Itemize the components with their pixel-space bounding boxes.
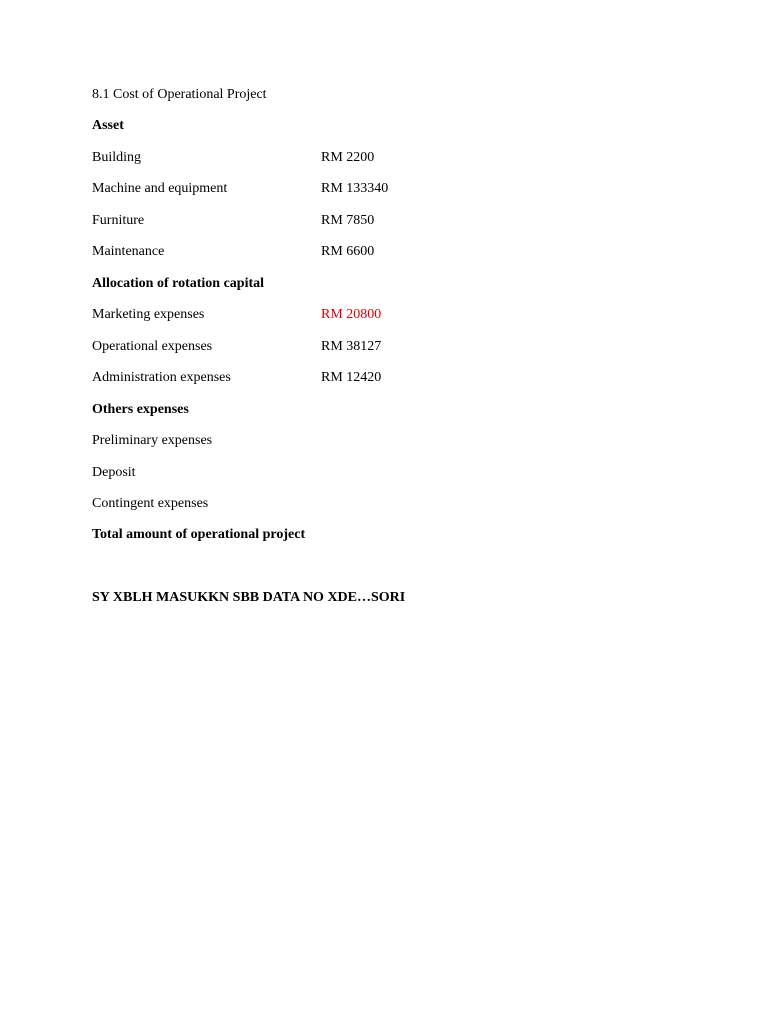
row-label: Operational expenses <box>92 339 213 354</box>
row-amount: RM 12420 <box>321 370 382 385</box>
row-amount: RM 7850 <box>321 213 375 228</box>
row-amount: RM 6600 <box>321 244 375 259</box>
row-amount: RM 20800 <box>321 307 382 322</box>
row-amount: RM 133340 <box>321 181 389 196</box>
asset-heading: Asset <box>92 118 124 133</box>
row-label: Building <box>92 150 142 165</box>
row-amount: RM 2200 <box>321 150 375 165</box>
others-row-preliminary: Preliminary expenses <box>92 433 213 448</box>
others-heading: Others expenses <box>92 402 189 417</box>
total-label: Total amount of operational project <box>92 527 306 542</box>
row-label: Marketing expenses <box>92 307 205 322</box>
row-amount: RM 38127 <box>321 339 382 354</box>
section-title: 8.1 Cost of Operational Project <box>92 87 267 102</box>
note-text: SY XBLH MASUKKN SBB DATA NO XDE…SORI <box>92 590 406 605</box>
row-label: Furniture <box>92 213 145 228</box>
rotation-capital-heading: Allocation of rotation capital <box>92 276 265 291</box>
others-row-deposit: Deposit <box>92 465 136 480</box>
row-label: Machine and equipment <box>92 181 228 196</box>
row-label: Maintenance <box>92 244 165 259</box>
row-label: Administration expenses <box>92 370 231 385</box>
others-row-contingent: Contingent expenses <box>92 496 209 511</box>
